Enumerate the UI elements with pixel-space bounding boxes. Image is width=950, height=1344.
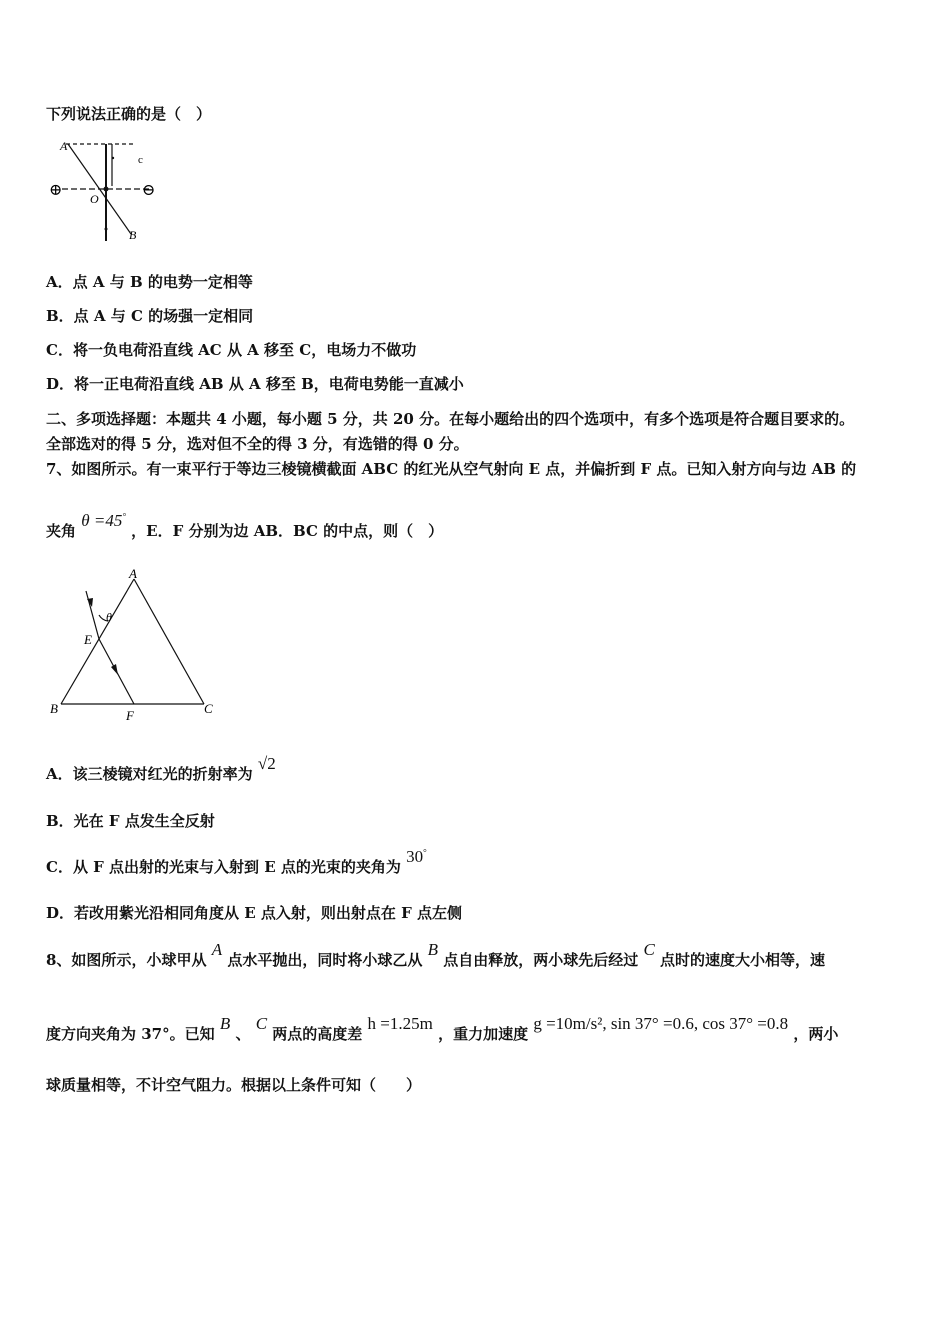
angle-30-value: 30 [406,847,424,866]
q8-stem-line2 [46,1014,839,1044]
q8-text-4: 点时的速度大小相等，速 [660,951,826,969]
q6-stem: 下列说法正确的是（ ） [46,105,212,123]
q7-option-b: B．光在 F 点发生全反射 [46,812,215,830]
q6-label-A: A [60,139,68,153]
q7-option-d: D．若改用紫光沿相同角度从 E 点入射，则出射点在 F 点左侧 [46,904,462,922]
q8-stem-line1 [46,940,826,970]
sqrt2-formula: √2 [257,754,276,773]
q8-separator: 、 [235,1025,251,1043]
q7-option-a [46,754,276,784]
q6-label-C: c [138,154,143,166]
q7-label-theta: θ [106,610,112,624]
q7-option-c-text: C．从 F 点出射的光束与入射到 E 点的光束的夹角为 [46,858,401,876]
q7-option-c [46,847,427,877]
theta-45-formula [81,511,126,530]
q8-point-B-2: B [219,1014,231,1033]
q8-text-2: 点水平抛出，同时将小球乙从 [227,951,423,969]
q8-stem-line3: 球质量相等，不计空气阻力。根据以上条件可知（ ） [46,1076,422,1094]
q7-label-C: C [204,701,213,716]
q8-text-8: ，两小 [793,1025,839,1043]
q8-point-A: A [211,940,223,959]
q7-stem-line2 [46,511,444,541]
q7-stem-line1: 7、如图所示。有一束平行于等边三棱镜横截面 ABC 的红光从空气射向 E 点，并偏折到 F 点。已知入射方向与边 AB 的 [46,460,857,478]
q7-label-A: A [129,566,137,581]
q7-label-B: B [50,701,58,716]
q6-option-b: B．点 A 与 C 的场强一定相同 [46,307,254,325]
q8-point-B: B [427,940,438,959]
q8-text-7: ，重力加速度 [438,1025,529,1043]
q6-label-O: O [90,192,99,206]
gravity-sin-cos-formula: g =10m/s², sin 37° =0.6, cos 37° =0.8 [533,1014,789,1033]
q7-label-F: F [126,708,134,723]
section2-heading-line1: 二、多项选择题：本题共 4 小题，每小题 5 分，共 20 分。在每小题给出的四个选项中，有多个选项是符合题目要求的。 [46,410,855,428]
q7-stem-text-b: ，E．F 分别为边 AB．BC 的中点，则（ ） [131,522,444,540]
q6-label-B: B [129,228,137,242]
q7-label-E: E [84,632,92,647]
q8-text-5: 度方向夹角为 37°。已知 [46,1025,215,1043]
q7-option-a-text: A．该三棱镜对红光的折射率为 [46,765,253,783]
q7-stem-text-a: 夹角 [46,522,77,540]
theta-degree-sign: ° [122,511,126,522]
minus-charge-icon: ⊖ [142,182,156,199]
q8-point-C-2: C [255,1014,268,1033]
plus-charge-icon: ⊕ [49,182,63,199]
q8-text-6: 两点的高度差 [272,1025,363,1043]
q8-point-C: C [643,940,655,959]
q7-prism-figure [46,565,226,725]
section2-heading-line2: 全部选对的得 5 分，选对但不全的得 3 分，有选错的得 0 分。 [46,435,469,453]
theta-45-value: θ =45 [81,511,123,530]
height-formula: h =1.25m [367,1014,433,1033]
q6-option-d: D．将一正电荷沿直线 AB 从 A 移至 B，电荷电势能一直减小 [46,375,464,393]
angle-30-formula [406,847,427,866]
q6-option-c: C．将一负电荷沿直线 AC 从 A 移至 C，电场力不做功 [46,341,417,359]
q8-text-1: 8、如图所示，小球甲从 [46,951,207,969]
q6-figure [46,136,176,246]
angle-30-degree-sign: ° [423,847,427,858]
q8-text-3: 点自由释放，两小球先后经过 [443,951,639,969]
q6-option-a: A．点 A 与 B 的电势一定相等 [46,273,253,291]
